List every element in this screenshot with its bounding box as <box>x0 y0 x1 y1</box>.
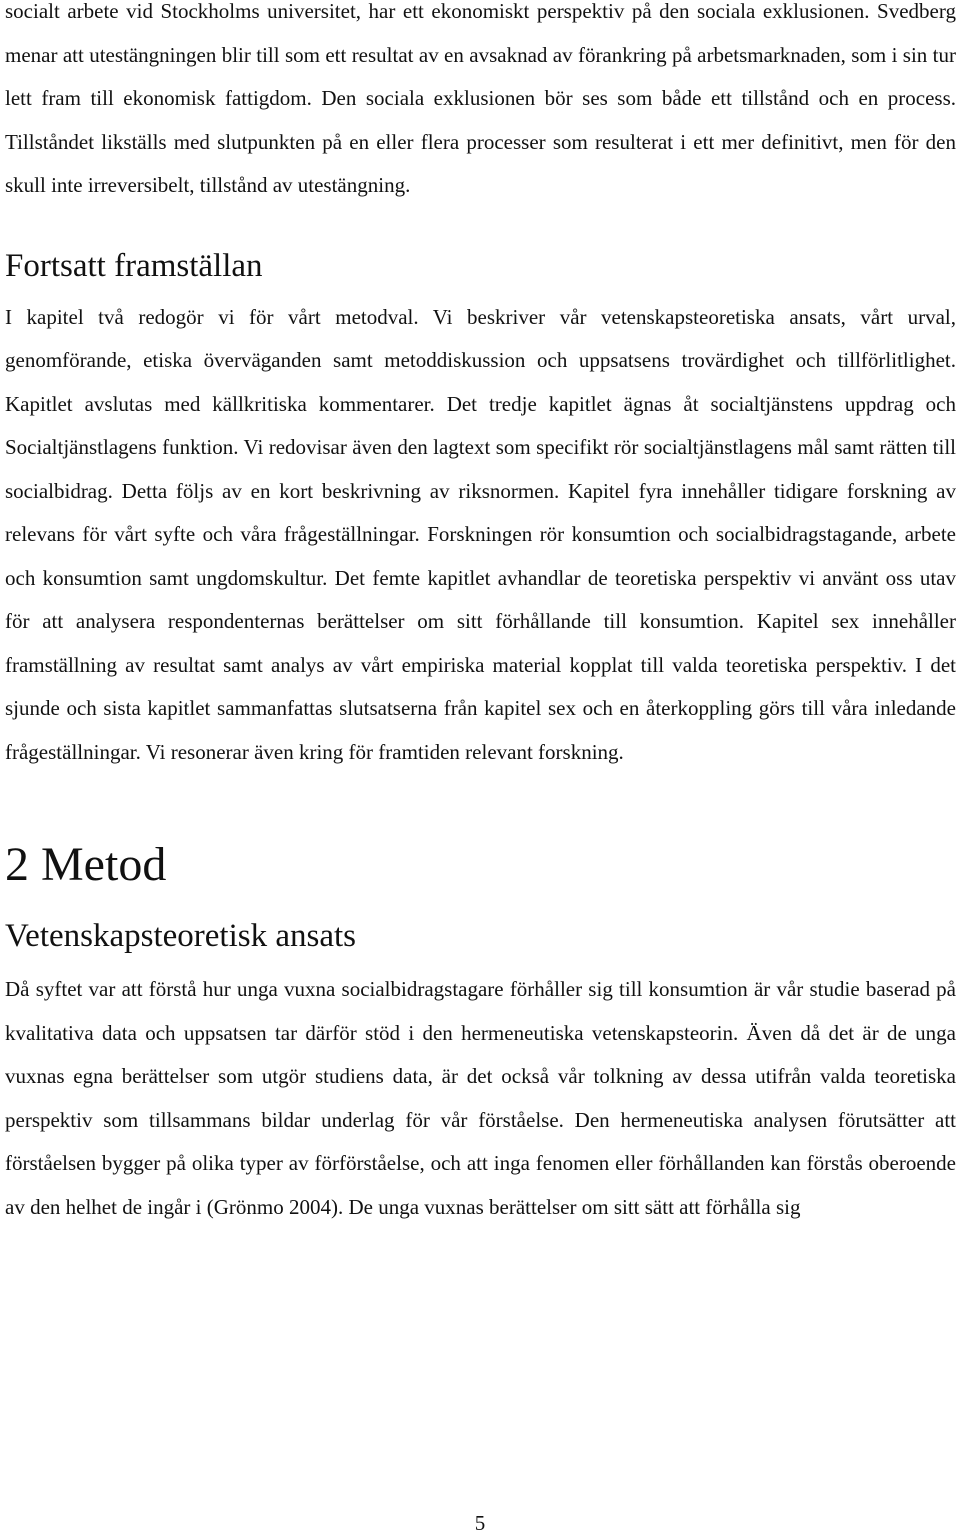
section-heading-vetenskapsteoretisk-ansats: Vetenskapsteoretisk ansats <box>5 918 356 954</box>
section-heading-fortsatt-framstallan: Fortsatt framställan <box>5 247 263 284</box>
document-page <box>5 0 956 1229</box>
intro-paragraph: socialt arbete vid Stockholms universitet, har ett ekonomiskt perspektiv på den sociala exklusionen. Svedberg menar att utestängningen blir till som ett resultat av en avsaknad av förankring på arbetsmarknaden, som i sin tur lett fram till ekonomisk fattigdom. Den sociala exklusionen bör ses som både ett tillstånd och en process. Tillståndet likställs med slutpunkten på en eller flera processer som resulterat i ett mer definitivt, men för den skull inte irreversibelt, tillstånd av utestängning. <box>5 0 956 197</box>
fortsatt-framstallan-paragraph: I kapitel två redogör vi för vårt metodval. Vi beskriver vår vetenskapsteoretiska ansats, vårt urval, genomförande, etiska överväganden samt metoddiskussion och uppsatsens trovärdighet och tillförlitlighet. Kapitlet avslutas med källkritiska kommentarer. Det tredje kapitlet ägnas åt socialtjänstens uppdrag och Socialtjänstlagens funktion. Vi redovisar även den lagtext som specifikt rör socialtjänstlagens mål samt rätten till socialbidrag. Detta följs av en kort beskrivning av riksnormen. Kapitel fyra innehåller tidigare forskning av relevans för vårt syfte och våra frågeställningar. Forskningen rör konsumtion och socialbidragstagande, arbete och konsumtion samt ungdomskultur. Det femte kapitlet avhandlar de teoretiska perspektiv vi använt oss utav för att analysera respondenternas berättelser om sitt förhållande till konsumtion. Kapitel sex innehåller framställning av resultat samt analys av vårt empiriska material kopplat till valda teoretiska perspektiv. I det sjunde och sista kapitlet sammanfattas slutsatserna från kapitel sex och en återkoppling görs till våra inledande frågeställningar. Vi resonerar även kring för framtiden relevant forskning. <box>5 304 956 764</box>
page-number: 5 <box>474 1511 486 1535</box>
chapter-heading-metod: 2 Metod <box>5 838 167 891</box>
vetenskapsteoretisk-ansats-paragraph: Då syftet var att förstå hur unga vuxna socialbidragstagare förhåller sig till konsumtion är vår studie baserad på kvalitativa data och uppsatsen tar därför stöd i den hermeneutiska vetenskapsteorin. Även då det är de unga vuxnas egna berättelser som utgör studiens data, är det också vår tolkning av dessa utifrån valda teoretiska perspektiv som tillsammans bildar underlag för vår förståelse. Den hermeneutiska analysen förutsätter att förståelsen bygger på olika typer av förförståelse, och att inga fenomen eller förhållanden kan förstås oberoende av den helhet de ingår i (Grönmo 2004). De unga vuxnas berättelser om sitt sätt att förhålla sig <box>5 977 956 1219</box>
